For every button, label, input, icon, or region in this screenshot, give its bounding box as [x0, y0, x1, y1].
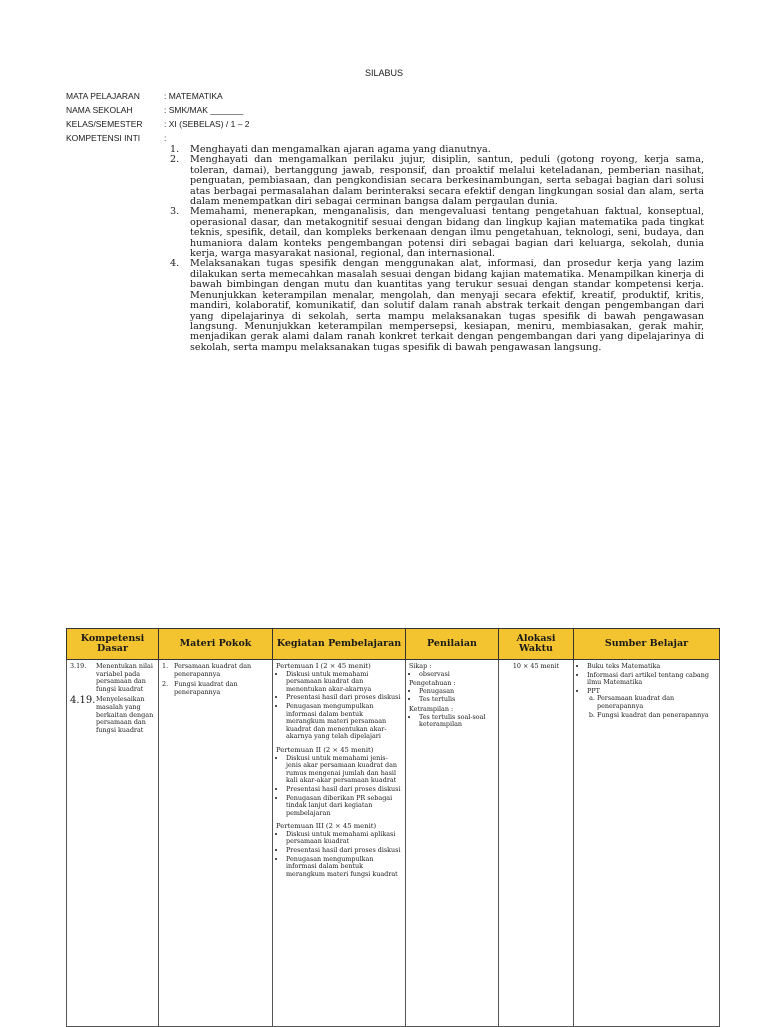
- meta-label: KELAS/SEMESTER: [66, 119, 143, 129]
- list-item: • Penugasan: [419, 688, 495, 696]
- meta-row-core-competence: [66, 131, 250, 145]
- item-number: 1.: [170, 144, 180, 155]
- cell-subject-matter: [159, 660, 273, 1027]
- meta-value: : XI (SEBELAS) / 1 – 2: [164, 119, 250, 129]
- core-competence-list: [164, 145, 704, 353]
- item-number: 3.: [170, 206, 180, 218]
- meta-value: :: [164, 133, 167, 143]
- list-item: • Diskusi untuk memahami jenis-jenis akar persamaan kuadrat dan rumus mengenai jumlah dan hasil kali akar-akar persamaan kuadrat: [286, 755, 402, 785]
- header-learning-activities: Kegiatan Pembelajaran: [273, 629, 406, 660]
- table-row: [67, 660, 720, 1027]
- meta-row-class: [66, 117, 250, 131]
- knowledge-list: [409, 688, 495, 704]
- basic-competence-item: [70, 663, 155, 693]
- meta-label: KOMPETENSI INTI: [66, 133, 141, 143]
- time-allocation-value: 10 × 45 menit: [512, 662, 560, 670]
- page-title: SILABUS: [364, 68, 404, 78]
- ppt-list: [587, 695, 716, 719]
- cell-learning-activities: [273, 660, 406, 1027]
- cell-basic-competence: [67, 660, 159, 1027]
- list-item: • Tes tertulis: [419, 696, 495, 704]
- list-item: • Informasi dari artikel tentang cabang ilmu Matematika: [587, 672, 716, 687]
- list-item: • observasi: [419, 671, 495, 679]
- core-competence-item: [164, 207, 704, 259]
- cell-learning-resources: [574, 660, 720, 1027]
- header-basic-competence: Kompetensi Dasar: [67, 629, 159, 660]
- list-item: a. Persamaan kuadrat dan penerapannya: [597, 695, 716, 710]
- item-number: 4.19.: [70, 695, 96, 707]
- item-number: 4.: [170, 258, 180, 270]
- item-text: Melaksanakan tugas spesifik dengan menggunakan alat, informasi, dan prosedur kerja yang lazim dilakukan serta memecahkan masalah sesuai dengan bidang kajian matematika. Menampilkan kinerja di bawah bimbingan dengan mutu dan kuantitas yang terukur sesuai dengan standar kompetensi kerja. Menunjukkan keterampilan menalar, mengolah, dan menyaji secara efektif, kreatif, produktif, kritis, mandiri, kolaboratif, komunikatif, dan solutif dalam ranah abstrak terkait dengan pengembangan dari yang dipelajarinya di sekolah, serta mampu melaksanakan tugas spesifik di bawah pengawasan langsung. Menunjukkan keterampilan mempersepsi, kesiapan, meniru, membiasakan, gerak mahir, menjadikan gerak alami dalam ranah konkret terkait dengan pengembangan dari yang dipelajarinya di sekolah, serta mampu melaksanakan tugas spesifik di bawah pengawasan langsung.: [190, 258, 704, 353]
- list-item: • Penugasan mengumpulkan informasi dalam bentuk merangkum materi fungsi kuadrat: [286, 856, 402, 879]
- list-item: • Diskusi untuk memahami persamaan kuadrat dan menentukan akar-akarnya: [286, 671, 402, 694]
- list-item: • Presentasi hasil dari proses diskusi: [286, 847, 402, 855]
- attitude-list: [409, 671, 495, 679]
- list-item: • Buku teks Matematika: [587, 663, 716, 671]
- item-number: 2.: [162, 680, 169, 689]
- item-number: 3.19.: [70, 662, 87, 670]
- list-item: • Diskusi untuk memahami aplikasi persamaan kuadrat: [286, 831, 402, 846]
- meeting-title: Pertemuan I (2 × 45 menit): [276, 662, 371, 670]
- meta-label: MATA PELAJARAN: [66, 91, 140, 101]
- basic-competence-item: [70, 696, 155, 734]
- list-item: • Penugasan diberikan PR sebagai tindak lanjut dari kegiatan pembelajaran: [286, 795, 402, 818]
- knowledge-label: Pengetahuan :: [409, 679, 456, 688]
- item-text: Fungsi kuadrat dan penerapannya: [174, 680, 238, 696]
- meta-value: : SMK/MAK _______: [164, 105, 244, 115]
- meeting-title: Pertemuan II (2 × 45 menit): [276, 745, 374, 754]
- item-text: Persamaan kuadrat dan penerapannya: [174, 662, 252, 678]
- syllabus-table: [66, 628, 720, 1027]
- item-text: Menghayati dan mengamalkan perilaku jujur, disiplin, santun, peduli (gotong royong, kerja sama, toleran, damai), bertanggung jawab, responsif, dan proaktif melalui keteladanan, pemberian nasihat, penguatan, pembiasaan, dan pengkondisian secara berkesinambungan, serta sebagai bagian dari solusi atas berbagai permasalahan dalam berinteraksi secara efektif dengan lingkungan sosial dan alam, serta dalam menempatkan diri sebagai cerminan bangsa dalam pergaulan dunia.: [190, 154, 704, 208]
- table-header-row: [67, 629, 720, 660]
- item-text: Menyelesaikan masalah yang berkaitan dengan persamaan dan fungsi kuadrat: [96, 695, 154, 734]
- list-item: • Tes tertulis soal-soal keterampilan: [419, 714, 495, 729]
- meeting-activity-list: [276, 831, 402, 879]
- meta-value: : MATEMATIKA: [164, 91, 223, 101]
- ppt-label: PPT: [587, 686, 600, 695]
- core-competence-item: [164, 259, 704, 353]
- meeting-activity-list: [276, 671, 402, 741]
- list-item: • Penugasan mengumpulkan informasi dalam bentuk merangkum materi persamaan kuadrat dan menentukan akar-akarnya yang telah dipelajari: [286, 703, 402, 741]
- ppt-item: [587, 688, 716, 719]
- meeting-title: Pertemuan III (2 × 45 menit): [276, 822, 377, 831]
- list-item: • Presentasi hasil dari proses diskusi: [286, 694, 402, 702]
- cell-time-allocation: [499, 660, 574, 1027]
- header-learning-resources: Sumber Belajar: [574, 629, 720, 660]
- meeting-activity-list: [276, 755, 402, 818]
- subject-matter-item: [162, 663, 269, 678]
- list-item: b. Fungsi kuadrat dan penerapannya: [597, 712, 716, 720]
- item-number: 2.: [170, 154, 180, 166]
- item-number: 1.: [162, 662, 169, 670]
- header-time-allocation: Alokasi Waktu: [499, 629, 574, 660]
- attitude-label: Sikap :: [409, 662, 432, 670]
- meta-label: NAMA SEKOLAH: [66, 105, 133, 115]
- item-text: Memahami, menerapkan, menganalisis, dan mengevaluasi tentang pengetahuan faktual, konseptual, operasional dasar, dan metakognitif sesuai dengan bidang dan lingkup kajian matematika pada tingkat teknis, spesifik, detail, dan kompleks berkenaan dengan ilmu pengetahuan, teknologi, seni, budaya, dan humaniora dalam konteks pengembangan potensi diri sebagai bagian dari keluarga, sekolah, dunia kerja, warga masyarakat nasional, regional, dan internasional.: [190, 206, 704, 260]
- skill-label: Ketrampilan :: [409, 704, 454, 713]
- list-item: • Presentasi hasil dari proses diskusi: [286, 786, 402, 794]
- cell-assessment: [406, 660, 499, 1027]
- item-text: Menentukan nilai variabel pada persamaan dan fungsi kuadrat: [96, 662, 153, 693]
- identity-block: [66, 89, 250, 145]
- item-text: Menghayati dan mengamalkan ajaran agama yang dianutnya.: [190, 144, 491, 155]
- resource-list: [577, 663, 716, 719]
- header-subject-matter: Materi Pokok: [159, 629, 273, 660]
- meta-row-school: [66, 103, 250, 117]
- core-competence-item: [164, 155, 704, 207]
- header-assessment: Penilaian: [406, 629, 499, 660]
- subject-matter-item: [162, 681, 269, 696]
- skill-list: [409, 714, 495, 729]
- meta-row-subject: [66, 89, 250, 103]
